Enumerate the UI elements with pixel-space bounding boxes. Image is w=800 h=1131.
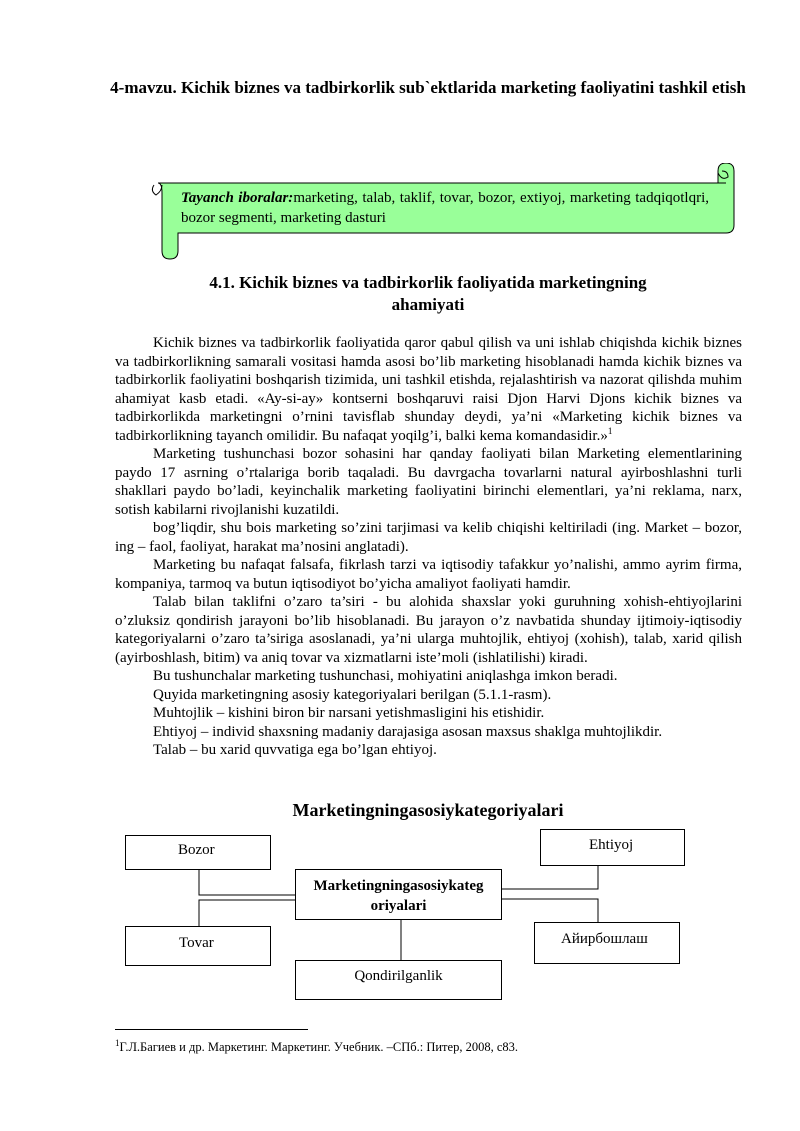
paragraph: Bu tushunchalar marketing tushunchasi, mohiyatini aniqlashga imkon beradi. xyxy=(153,668,618,684)
paragraph: Talab bilan taklifni o’zaro ta’siri - bu alohida shaxslar yoki guruhning xohish-ehtiyojlarini o’zluksiz qondirish jarayoni bo’lib hisoblanadi. Bu jarayon o’z navbatida shunday ijtimoiy-iqtisodiy kategoriyalarni o’zaro ta’siriga asoslanadi, ya’ni ularga muhtojlik, ehtiyoj (xohish), talab, xarid qilish (ayirboshlash, bitim) va aniq tovar va xizmatlarni iste’moli (ishlatilishi) kiradi. xyxy=(115,594,742,666)
paragraph: Quyida marketingning asosiy kategoriyalari berilgan (5.1.1-rasm). xyxy=(153,686,552,703)
diagram-box-ehtiyoj xyxy=(540,829,685,866)
diagram-label: Tovar xyxy=(179,935,214,951)
paragraph: Ehtiyoj – individ shaxsning madaniy darajasiga asosan maxsus shaklga muhtojlikdir. xyxy=(153,723,663,740)
diagram-box-bozor xyxy=(125,835,271,870)
diagram-label: Qondirilganlik xyxy=(354,968,443,984)
footnote-marker: 1 xyxy=(115,1037,120,1048)
page-title: 4-mavzu. Kichik biznes va tadbirkorlik sub`ektlarida marketing faoliyatini tashkil etish xyxy=(110,78,746,97)
paragraph: bog’liqdir, shu bois marketing so’zini tarjimasi va kelib chiqishi keltiriladi (ing. Market – bozor, ing – faol, faoliyat, harakat ma’nosini anglatadi). xyxy=(115,520,742,555)
diagram-box-tovar xyxy=(125,926,271,966)
footnote-reference: 1 xyxy=(607,425,613,436)
footnote-divider xyxy=(115,1029,308,1030)
diagram-box-center xyxy=(295,869,502,920)
diagram-label: Айирбошлаш xyxy=(561,931,648,947)
paragraph: Talab – bu xarid quvvatiga ega bo’lgan ehtiyoj. xyxy=(153,742,437,758)
diagram-label: Bozor xyxy=(178,842,215,858)
diagram-center-label-line2: oriyalari xyxy=(370,898,427,914)
section-title: 4.1. Kichik biznes va tadbirkorlik faoliyatida marketingning ahamiyati xyxy=(209,273,647,314)
paragraph: Kichik biznes va tadbirkorlik faoliyatida qaror qabul qilish va uni ishlab chiqishda kichik biznes va tadbirkorlikning samarali vositasi hamda asosi bo’lib marketing hisoblanadi hamda kichik biznes va tadbirkorlik faoliyatini boshqarish tizimida, uni tashkil etishda, rejalashtirish va nazorat qilishda muhim ahamiyat kasb etadi. «Ay-si-ay» kontserni boshqaruvi raisi Djon Harvi Djons kichik biznes va tadbirkorlikda marketingni o’rnini tavisflab shunday deydi, ya’ni «Marketing kichik biznes va tadbirkorlikning tayanch omilidir. Bu nafaqat yoqilg’i, balki kema komandasidir.»$^1$ xyxy=(115,335,742,444)
diagram-title: Marketingningasosiykategoriyalari xyxy=(292,800,564,820)
diagram-center-label-line1: Marketingningasosiykateg xyxy=(313,878,484,894)
diagram-box-ayirboshlash xyxy=(534,922,680,964)
paragraph: Muhtojlik – kishini biron bir narsani yetishmasligini his etishidir. xyxy=(153,705,545,721)
paragraph: Marketing tushunchasi bozor sohasini har qanday faoliyati bilan Marketing elementlarining paydo 17 asrning o’rtalariga borib taqaladi. Bu davrgacha tovarlarni natural ayirboshlashni turli shakllari paydo bo’ladi, keyinchalik marketing faoliyatini birinchi elementlari, ya’ni reklama, narx, sotish kabilarni rivojlanishi kuzatildi. xyxy=(115,446,742,518)
keywords-list: marketing, talab, taklif, tovar, bozor, extiyoj, marketing tadqiqotlqri, bozor segmenti, marketing dasturi xyxy=(181,190,709,226)
footnote-text: Г.Л.Багиев и др. Маркетинг. Маркетинг. Учебник. –СПб.: Питер, 2008, с83. xyxy=(119,1040,518,1054)
paragraph: Marketing bu nafaqat falsafa, fikrlash tarzi va iqtisodiy tafakkur yo’nalishi, ammo ayrim firma, kompaniya, tarmoq va butun iqtisodiyot bo’yicha amaliyot faoliyati hamdir. xyxy=(115,557,742,592)
keywords-label: Tayanch iboralar: xyxy=(181,190,294,206)
diagram-box-qondirilganlik xyxy=(295,960,502,1000)
diagram-label: Ehtiyoj xyxy=(589,837,634,853)
footnote xyxy=(115,1037,518,1055)
